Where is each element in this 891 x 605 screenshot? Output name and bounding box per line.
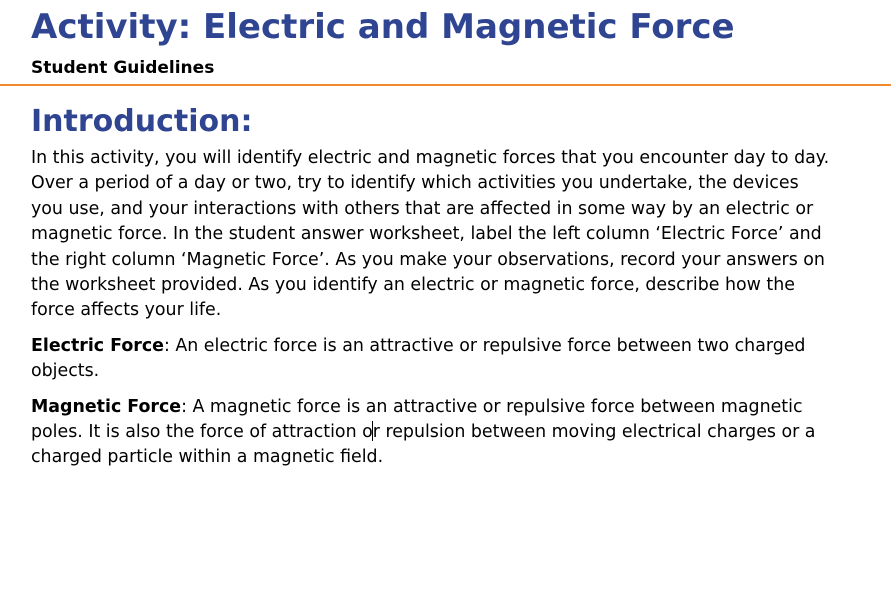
document-body[interactable] [31, 103, 831, 471]
electric-force-term: Electric Force [31, 335, 164, 356]
magnetic-force-definition[interactable] [31, 395, 831, 471]
document-header [0, 0, 891, 86]
magnetic-force-term: Magnetic Force [31, 396, 182, 417]
magnetic-force-text-start: : A magnetic force is an attractive or repulsive force between magnetic poles. It is also the force of attraction o [31, 396, 803, 443]
electric-force-definition[interactable] [31, 334, 831, 385]
document-subtitle: Student Guidelines [31, 58, 215, 78]
electric-force-text: : An electric force is an attractive or repulsive force between two charged objects. [31, 335, 806, 382]
introduction-heading: Introduction: [31, 104, 253, 139]
magnetic-force-text-end: r repulsion between moving electrical charges or a charged particle within a magnetic field. [31, 422, 816, 468]
document-title: Activity: Electric and Magnetic Force [31, 7, 735, 47]
introduction-paragraph[interactable]: In this activity, you will identify electric and magnetic forces that you encounter day to day. Over a period of a day or two, try to identify which activities you undertake, the devices you use, and your interactions with others that are affected in some way by an electric or magnetic force. In the student answer worksheet, label the left column ‘Electric Force’ and the right column ‘Magnetic Force’. As you make your observations, record your answers on the worksheet provided. As you identify an electric or magnetic force, describe how the force affects your life. [31, 148, 830, 321]
